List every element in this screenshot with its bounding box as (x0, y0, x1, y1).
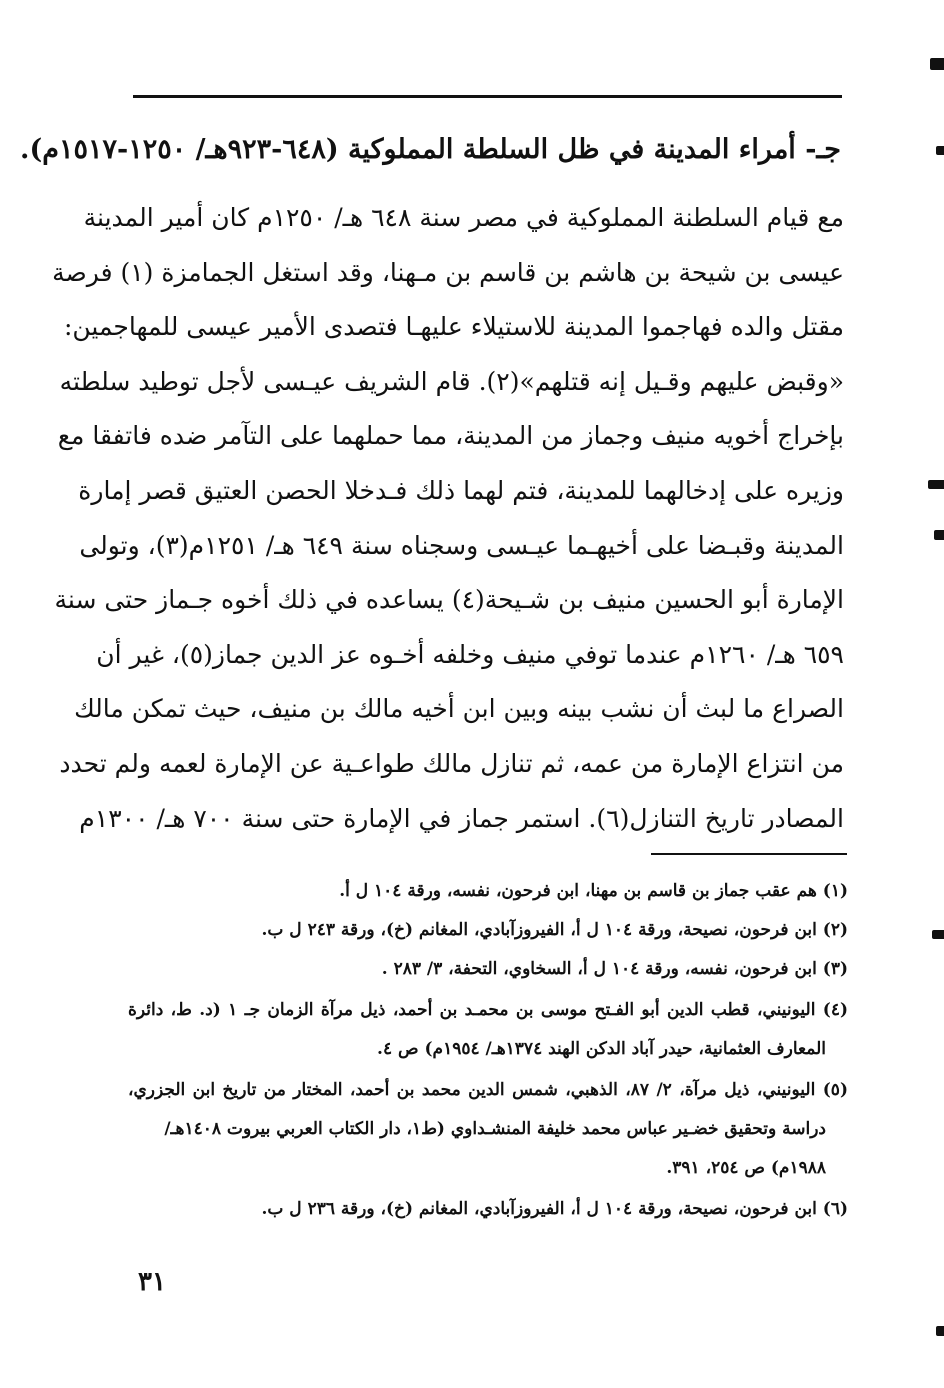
body-paragraph (52, 191, 844, 846)
body-line: ٦٥٩ هـ/ ١٢٦٠م عندما توفي منيف وخلفه أخـوه عز الدين جماز(٥)، غير أن (96, 639, 844, 669)
body-line: مع قيام السلطنة المملوكية في مصر سنة ٦٤٨ هـ/ ١٢٥٠م كان أمير المدينة (83, 203, 844, 232)
body-line: «وقبض عليهم وقـيل إنه قتلهم»(٢). قام الشريف عيـسى لأجل توطيد سلطته (59, 366, 844, 396)
margin-mark (936, 146, 944, 155)
footnotes (128, 872, 848, 1229)
footnote-separator (651, 853, 847, 855)
body-line: الإمارة أبو الحسين منيف بن شـيحة(٤) يساعده في ذلك أخوه جـماز حتى سنة (54, 585, 844, 615)
body-line: المدينة وقبـضا على أخيهـما عيـسى وسجناه سنة ٦٤٩ هـ/ ١٢٥١م(٣)، وتولى (79, 530, 844, 560)
body-line: المصادر تاريخ التنازل(٦). استمر جماز في الإمارة حتى سنة ٧٠٠ هـ/ ١٣٠٠م (79, 803, 844, 833)
margin-mark (936, 1326, 944, 1336)
page-number: ٣١ (138, 1267, 166, 1297)
body-line: عيسى بن شيحة بن هاشم بن قاسم بن مـهنا، وقد استغل الجمامزة (١) فرصة (52, 257, 844, 287)
footnote-1: (١) هم عقب جماز بن قاسم بن مهنا، ابن فرحون، نفسه، ورقة ١٠٤ ل أ. (339, 881, 848, 901)
margin-mark (930, 58, 944, 70)
body-line: من انتزاع الإمارة من عمه، ثم تنازل مالك طواعـية عن الإمارة لعمه ولم تحدد (59, 748, 844, 778)
footnote-5-continued: ١٩٨٨م) ص ٢٥٤، ٣٩١. (666, 1158, 826, 1178)
footnote-5: (٥) اليونيني، ذيل مرآة، ٢/ ٨٧، الذهبي، شمس الدين محمد بن أحمد، المختار من تاريخ ابن الجزري، (128, 1080, 848, 1100)
margin-mark (934, 530, 944, 540)
footnote-2: (٢) ابن فرحون، نصيحة، ورقة ١٠٤ ل أ، الفيروزآبادي، المغانم (خ)، ورقة ٢٤٣ ل ب. (261, 920, 848, 940)
footnote-6: (٦) ابن فرحون، نصيحة، ورقة ١٠٤ ل أ، الفيروزآبادي، المغانم (خ)، ورقة ٢٣٦ ل ب. (261, 1199, 848, 1219)
body-line: بإخراج أخويه منيف وجماز من المدينة، مما حملهما على التآمر ضده فاتفقا مع (57, 421, 844, 451)
section-heading: جـ- أمراء المدينة في ظل السلطة المملوكية (٦٤٨-٩٢٣هـ/ ١٢٥٠-١٥١٧م). (20, 134, 841, 165)
body-line: الصراع ما لبث أن نشب بينه وبين ابن أخيه مالك بن منيف، حيث تمكن مالك (74, 694, 844, 724)
header-rule (133, 95, 842, 98)
footnote-3: (٣) ابن فرحون، نفسه، ورقة ١٠٤ ل أ، السخاوي، التحفة، ٣/ ٢٨٣ . (381, 959, 848, 979)
footnote-4-continued: المعارف العثمانية، حيدر آباد الدكن الهند ١٣٧٤هـ/ ١٩٥٤م) ص ٤. (377, 1039, 826, 1059)
margin-mark (932, 930, 944, 939)
margin-mark (928, 480, 944, 489)
body-line: مقتل والده فهاجموا المدينة للاستيلاء عليهـا فتصدى الأمير عيسى للمهاجمين: (63, 312, 844, 342)
body-line: وزيره على إدخالهما للمدينة، فتم لهما ذلك فـدخلا الحصن العتيق قصر إمارة (78, 475, 844, 505)
footnote-4: (٤) اليونيني، قطب الدين أبو الفـتح موسى بن محمـد بن أحمد، ذيل مرآة الزمان جـ ١ (د. ط، دائرة (128, 1000, 849, 1020)
footnote-5-continued: دراسة وتحقيق خضـير عباس محمد خليفة المنشـداوي (ط١، دار الكتاب العربي بيروت ١٤٠٨هـ/ (164, 1119, 826, 1139)
